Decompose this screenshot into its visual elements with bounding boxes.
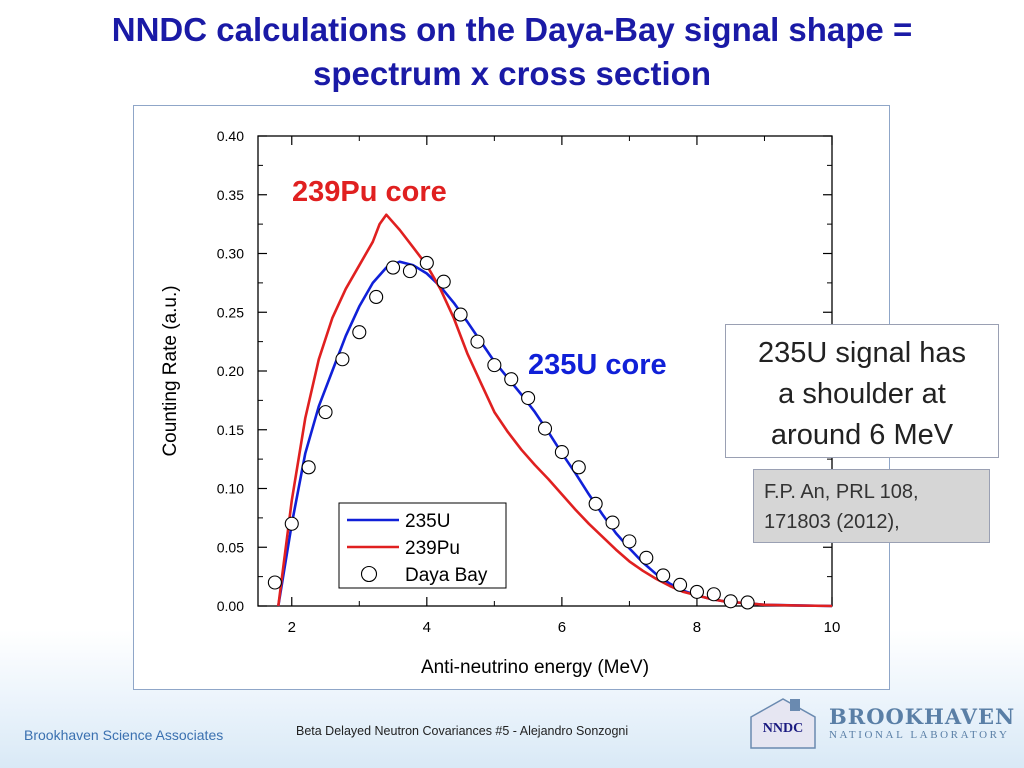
- shoulder-note: [725, 324, 999, 458]
- legend-swatch-daya-bay: [362, 567, 377, 582]
- chart-legend: [339, 503, 506, 588]
- y-axis-label: Counting Rate (a.u.): [160, 285, 181, 457]
- data-point-daya-bay: [302, 461, 315, 474]
- x-tick-label: 6: [557, 619, 567, 636]
- shoulder-note-line: around 6 MeV: [770, 419, 954, 451]
- shoulder-note-line: a shoulder at: [778, 378, 946, 410]
- y-tick-label: 0.15: [216, 421, 244, 438]
- reference-note: [753, 469, 990, 543]
- data-point-daya-bay: [640, 551, 653, 564]
- data-point-daya-bay: [319, 406, 332, 419]
- reference-line: F.P. An, PRL 108,: [764, 481, 919, 503]
- nndc-logo-text: NNDC: [762, 721, 804, 736]
- data-point-daya-bay: [589, 497, 602, 510]
- y-tick-label: 0.25: [216, 304, 244, 321]
- legend-label: 235U: [405, 511, 451, 532]
- data-point-daya-bay: [707, 588, 720, 601]
- annotation-pu239-core: 239Pu core: [292, 176, 447, 208]
- footer-organization: Brookhaven Science Associates: [24, 727, 224, 743]
- y-tick-label: 0.00: [216, 598, 244, 614]
- nndc-logo-icon: [750, 697, 816, 749]
- slide-title-line1: NNDC calculations on the Daya-Bay signal shape =: [111, 11, 913, 48]
- data-point-daya-bay: [437, 275, 450, 288]
- y-tick-label: 0.40: [216, 128, 244, 144]
- data-point-daya-bay: [657, 569, 670, 582]
- y-tick-label: 0.10: [216, 480, 244, 497]
- data-point-daya-bay: [420, 256, 433, 269]
- annotation-u235-core: 235U core: [528, 349, 667, 381]
- x-tick-label: 4: [422, 619, 431, 636]
- legend-label: Daya Bay: [405, 565, 488, 586]
- data-point-daya-bay: [488, 359, 501, 372]
- slide-title-line2: spectrum x cross section: [313, 55, 711, 92]
- data-point-daya-bay: [555, 446, 568, 459]
- y-tick-label: 0.35: [216, 186, 244, 203]
- y-tick-label: 0.20: [216, 363, 244, 379]
- data-point-daya-bay: [674, 578, 687, 591]
- brookhaven-logo-name: BROOKHAVEN: [829, 704, 1016, 729]
- data-point-daya-bay: [606, 516, 619, 529]
- data-point-daya-bay: [522, 392, 535, 405]
- data-point-daya-bay: [454, 308, 467, 321]
- x-tick-label: 2: [287, 619, 296, 636]
- data-point-daya-bay: [623, 535, 636, 548]
- data-point-daya-bay: [336, 353, 349, 366]
- brookhaven-logo: [829, 704, 1016, 746]
- data-point-daya-bay: [268, 576, 281, 589]
- y-tick-label: 0.30: [216, 245, 244, 262]
- y-tick-label: 0.05: [216, 539, 244, 556]
- shoulder-note-line: 235U signal has: [758, 337, 966, 369]
- brookhaven-logo-subtitle: NATIONAL LABORATORY: [829, 729, 1010, 741]
- reference-line: 171803 (2012),: [764, 511, 900, 533]
- x-tick-label: 10: [823, 619, 841, 636]
- legend-label: 239Pu: [405, 538, 460, 559]
- data-point-daya-bay: [505, 373, 518, 386]
- data-point-daya-bay: [387, 261, 400, 274]
- data-point-daya-bay: [539, 422, 552, 435]
- data-point-daya-bay: [403, 265, 416, 278]
- data-point-daya-bay: [285, 517, 298, 530]
- chart-labels: [292, 176, 667, 381]
- data-point-daya-bay: [353, 326, 366, 339]
- data-point-daya-bay: [724, 595, 737, 608]
- data-point-daya-bay: [572, 461, 585, 474]
- data-point-daya-bay: [370, 290, 383, 303]
- data-point-daya-bay: [471, 335, 484, 348]
- data-point-daya-bay: [741, 596, 754, 609]
- x-tick-label: 8: [692, 619, 702, 636]
- x-axis-label: Anti-neutrino energy (MeV): [420, 657, 650, 678]
- footer-presentation-info: Beta Delayed Neutron Covariances #5 - Alejandro Sonzogni: [296, 724, 629, 738]
- data-point-daya-bay: [690, 585, 703, 598]
- slide-title: [0, 8, 1024, 96]
- nndc-logo: [750, 697, 816, 749]
